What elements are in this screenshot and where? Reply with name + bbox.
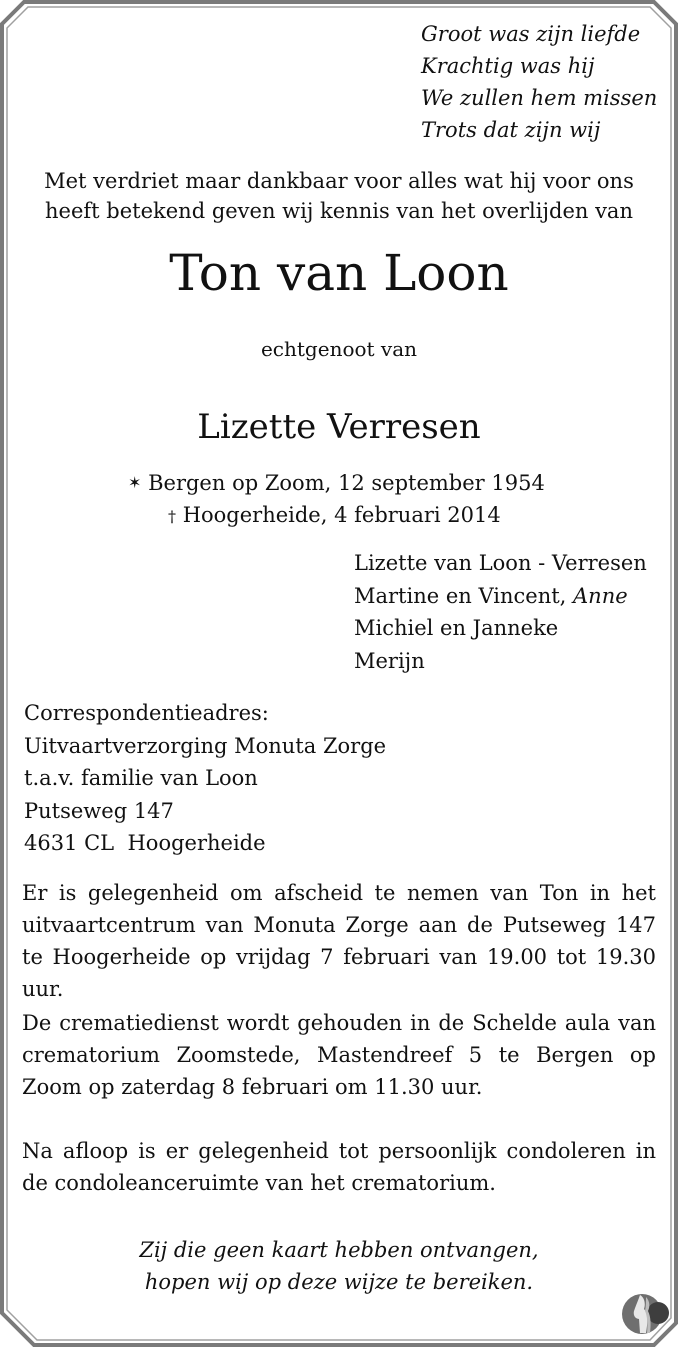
- family-member: [354, 612, 647, 645]
- relation-label: echtgenoot van: [260, 337, 418, 361]
- death-cross-icon: †: [168, 507, 176, 526]
- family-member-text: Martine en Vincent,: [354, 583, 574, 608]
- family-member-text: Merijn: [354, 648, 425, 673]
- family-member: [354, 645, 647, 678]
- viewing-paragraph: Er is gelegenheid om afscheid te nemen van Ton in het uitvaartcentrum van Monuta Zorge aan de Putseweg 147 te Hoogerheide op vrijdag 7 februari van 19.00 tot 19.30 uur.: [22, 881, 656, 1001]
- closing-line: Zij die geen kaart hebben ontvangen,: [139, 1238, 539, 1262]
- closing-line: hopen wij op deze wijze te bereiken.: [144, 1270, 534, 1294]
- spouse-name: Lizette Verresen: [197, 407, 481, 447]
- birth-star-icon: ✶: [128, 473, 142, 492]
- death-text: Hoogerheide, 4 februari 2014: [182, 503, 501, 527]
- monuta-couple-logo-icon: [620, 1287, 672, 1339]
- cremation-paragraph: De crematiedienst wordt gehouden in de Schelde aula van crematorium Zoomstede, Mastendreef 5 te Bergen op Zoom op zaterdag 8 februari om 11.30 uur.: [22, 1011, 656, 1099]
- condolence-paragraph: Na afloop is er gelegenheid tot persoonlijk condoleren in de condoleanceruimte van het crematorium.: [22, 1139, 656, 1195]
- deceased-name: Ton van Loon: [169, 244, 509, 302]
- address-line: Correspondentieadres:: [24, 701, 269, 725]
- closing-note: [0, 1234, 678, 1298]
- address-line: t.a.v. familie van Loon: [24, 766, 258, 790]
- address-line: Uitvaartverzorging Monuta Zorge: [24, 733, 387, 758]
- address-line: 4631 CL Hoogerheide: [24, 831, 266, 855]
- correspondence-address: [24, 697, 386, 860]
- birth-line: [128, 466, 545, 500]
- death-line: [168, 499, 501, 533]
- poem-line: Krachtig was hij: [421, 54, 595, 78]
- birth-text: Bergen op Zoom, 12 september 1954: [148, 471, 545, 495]
- intro-line: Met verdriet maar dankbaar voor alles wat hij voor ons: [44, 169, 634, 193]
- family-member: [354, 580, 647, 613]
- poem-line: Groot was zijn liefde: [421, 22, 641, 46]
- address-line: Putseweg 147: [24, 798, 174, 823]
- family-member: [354, 547, 647, 580]
- intro-line: heeft betekend geven wij kennis van het overlijden van: [45, 199, 633, 223]
- grandchild-name: Anne: [573, 583, 628, 608]
- poem-line: Trots dat zijn wij: [421, 118, 601, 142]
- family-member-text: Lizette van Loon - Verresen: [354, 551, 647, 575]
- intro-text: [0, 166, 678, 226]
- poem: [421, 18, 657, 146]
- family-list: [354, 547, 647, 677]
- family-member-text: Michiel en Janneke: [354, 616, 559, 640]
- poem-line: We zullen hem missen: [421, 86, 658, 110]
